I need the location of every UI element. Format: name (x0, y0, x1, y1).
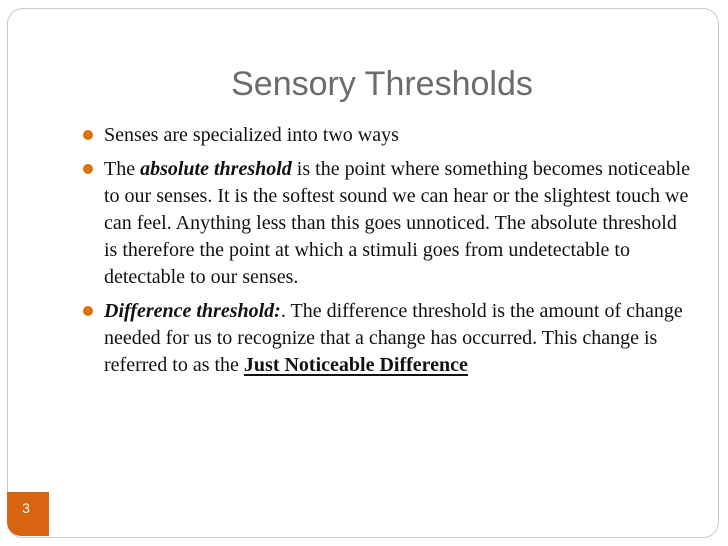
bullet-text: Senses are specialized into two ways (104, 124, 399, 146)
bullet-prefix: The (104, 158, 141, 180)
bullet-list (104, 122, 694, 386)
bullet-item-1 (104, 122, 694, 149)
page-number-tab (7, 492, 49, 536)
absolute-threshold-term: absolute threshold (140, 158, 292, 180)
jnd-term: Just Noticeable Difference (243, 354, 468, 376)
bullet-icon (83, 306, 93, 316)
bullet-item-3 (104, 298, 694, 379)
slide-title: Sensory Thresholds (231, 65, 533, 103)
bullet-text: is the point where something becomes noticeable to our senses. It is the softest sound we can hear or the slightest touch we can feel. Anything less than this goes unnoticed. The absolute threshold is therefore the point at which a stimuli goes from undetectable to detectable to our senses. (104, 158, 691, 288)
bullet-item-2 (104, 156, 694, 291)
bullet-icon (83, 130, 93, 140)
difference-threshold-term: Difference threshold: (104, 300, 281, 322)
bullet-text: . The difference threshold is the amount of change needed for us to recognize that a change has occurred. This change is referred to as the (104, 300, 683, 376)
bullet-icon (83, 164, 93, 174)
page-number: 3 (22, 500, 30, 516)
